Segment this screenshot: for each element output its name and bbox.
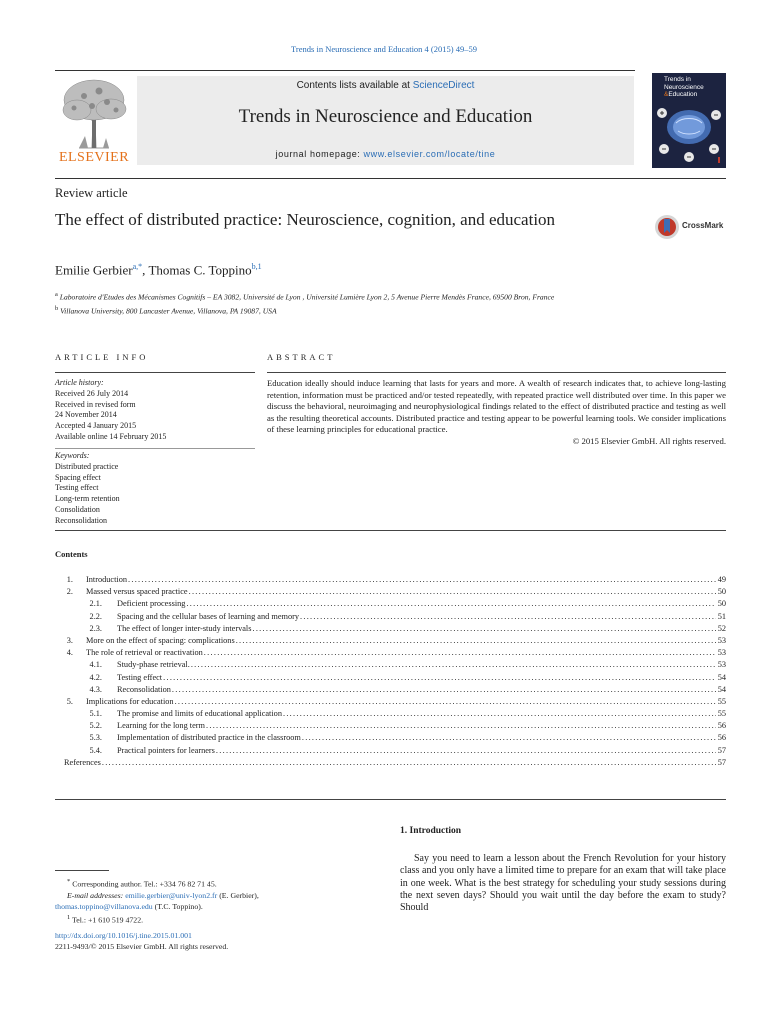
cover-title (664, 76, 704, 99)
toc-title[interactable]: Learning for the long term (117, 721, 206, 731)
intro-paragraph: Say you need to learn a lesson about the French Revolution for your history class and you only have a limited time to prepare for an exam that will take place in one week. What is the best strategy for scheduling your study sessions during the next seven days? Should you wait until the day before the exam to study? Should (400, 853, 726, 914)
tree-icon (59, 76, 129, 150)
toc-page-number: 53 (717, 635, 726, 645)
toc-page-number: 54 (717, 684, 726, 694)
author-separator: , (142, 262, 149, 278)
toc-entry[interactable] (55, 648, 726, 660)
author-affiliation-marker[interactable]: a,* (132, 262, 143, 271)
email-owner: (E. Gerbier), (217, 890, 259, 900)
toc-page-number: 56 (717, 733, 726, 743)
email-note-cont (55, 901, 375, 912)
toc-leader-dots (216, 746, 716, 755)
toc-page-number: 55 (717, 709, 726, 719)
toc-leader-dots (189, 587, 716, 596)
journal-name: Trends in Neuroscience and Education (238, 106, 533, 127)
toc-title[interactable]: Reconsolidation (117, 684, 171, 694)
toc-entry[interactable] (55, 587, 726, 599)
affiliation-text: Laboratoire d'Etudes des Mécanismes Cognitifs – EA 3082, Université de Lyon , Université Lumière Lyon 2, 5 Avenue Pierre Mendès France, 69500 Bron, France (59, 292, 555, 302)
email-label: E-mail addresses: (67, 890, 126, 900)
toc-leader-dots (252, 624, 715, 633)
keywords (55, 451, 255, 527)
footnote-marker: 1 (67, 913, 71, 921)
toc-title[interactable]: Spacing and the cellular bases of learning and memory (117, 611, 300, 621)
table-of-contents (55, 575, 726, 770)
toc-entry[interactable] (55, 673, 726, 685)
toc-page-number: 52 (717, 623, 726, 633)
toc-title[interactable]: Practical pointers for learners (117, 745, 215, 755)
doi-block (55, 930, 228, 952)
toc-number: 3. (66, 635, 73, 645)
toc-page-number: 55 (717, 696, 726, 706)
toc-entry[interactable] (55, 612, 726, 624)
contents-available-line (137, 80, 634, 91)
affiliation-marker: a (55, 291, 58, 298)
toc-number: 5. (66, 696, 73, 706)
affiliation-marker: b (55, 304, 59, 312)
toc-leader-dots (204, 648, 716, 657)
contents-divider (55, 530, 726, 531)
publisher-logo (55, 74, 133, 166)
author-list (55, 262, 262, 278)
keyword: Testing effect (55, 483, 99, 493)
toc-entry[interactable] (55, 721, 726, 733)
affiliation-b (55, 303, 655, 317)
affiliations (55, 289, 655, 316)
footnote-text: Tel.: +1 610 519 4722. (70, 915, 144, 925)
toc-leader-dots (102, 758, 716, 767)
toc-page-number: 54 (717, 672, 726, 682)
toc-leader-dots (236, 636, 716, 645)
toc-leader-dots (283, 709, 716, 718)
abstract-copyright: © 2015 Elsevier GmbH. All rights reserved. (572, 435, 726, 446)
abstract-body (267, 378, 726, 447)
toc-leader-dots (302, 733, 716, 742)
history-item: Accepted 4 January 2015 (55, 421, 137, 431)
toc-title[interactable]: The effect of longer inter-study intervals (117, 623, 252, 633)
toc-page-number: 50 (717, 587, 726, 597)
toc-number: 2.1. (89, 599, 102, 609)
toc-leader-dots (206, 721, 716, 730)
cover-line (664, 91, 704, 99)
footnote-text: Corresponding author. Tel.: +334 76 82 71 45. (70, 879, 217, 889)
affiliation-text: Villanova University, 800 Lancaster Avenue, Villanova, PA 19087, USA (60, 306, 277, 316)
author-affiliation-marker[interactable]: b,1 (251, 262, 262, 271)
toc-title[interactable]: References (64, 757, 101, 767)
issn-copyright: 2211-9493/© 2015 Elsevier GmbH. All rights reserved. (55, 942, 229, 951)
top-divider (55, 70, 635, 71)
toc-number: 4. (66, 648, 73, 658)
keyword: Consolidation (55, 504, 100, 514)
toc-title[interactable]: Study-phase retrieval. (117, 660, 190, 670)
history-item: Available online 14 February 2015 (55, 431, 167, 441)
toc-number: 5.1. (89, 709, 102, 719)
toc-entry[interactable] (55, 733, 726, 745)
article-info-divider (55, 372, 255, 373)
doi-link[interactable]: http://dx.doi.org/10.1016/j.tine.2015.01.001 (55, 931, 192, 940)
masthead (137, 76, 634, 165)
toc-number: 1. (66, 575, 73, 584)
toc-title[interactable]: Introduction (86, 575, 128, 584)
author-name: Thomas C. Toppino (148, 262, 252, 278)
toc-number: 5.3. (89, 733, 102, 743)
toc-title[interactable]: The role of retrieval or reactivation (86, 648, 203, 658)
toc-entry[interactable] (55, 709, 726, 721)
article-title: The effect of distributed practice: Neuroscience, cognition, and education (55, 210, 556, 229)
cover-line: Trends in (664, 76, 691, 83)
toc-number: 5.4. (89, 745, 102, 755)
toc-title[interactable]: More on the effect of spacing: complications (86, 635, 235, 645)
keywords-label: Keywords: (55, 451, 90, 460)
toc-page-number: 53 (717, 660, 726, 670)
toc-page-number: 56 (717, 721, 726, 731)
toc-number: 4.1. (89, 660, 102, 670)
email-owner: (T.C. Toppino). (152, 901, 203, 911)
toc-title[interactable]: The promise and limits of educational application (117, 709, 282, 719)
toc-page-number: 57 (717, 757, 726, 767)
toc-entry[interactable] (55, 636, 726, 648)
toc-leader-dots (191, 660, 716, 669)
toc-number: 4.3. (89, 684, 102, 694)
footnote-marker: * (67, 878, 71, 885)
intro-heading: 1. Introduction (400, 826, 462, 836)
toc-leader-dots (172, 685, 716, 694)
email-link[interactable]: thomas.toppino@villanova.edu (55, 901, 153, 911)
toc-page-number: 53 (717, 648, 726, 658)
history-label: Article history: (55, 378, 104, 387)
keyword: Long-term retention (55, 494, 120, 504)
abstract-divider (267, 372, 726, 373)
footnotes (55, 876, 375, 925)
journal-homepage-line (137, 149, 634, 159)
toc-leader-dots (163, 673, 716, 682)
toc-entry[interactable] (55, 575, 726, 587)
brain-icon (652, 99, 726, 168)
toc-page-number: 57 (717, 745, 726, 755)
homepage-label: journal homepage: (275, 149, 364, 159)
toc-entry[interactable] (55, 599, 726, 611)
keyword: Distributed practice (55, 461, 119, 471)
telephone-note (55, 912, 375, 926)
toc-title[interactable]: Massed versus spaced practice (86, 587, 188, 597)
email-link[interactable]: emilie.gerbier@univ-lyon2.fr (125, 890, 218, 900)
sciencedirect-link[interactable]: ScienceDirect (412, 80, 475, 91)
history-item: Received 26 July 2014 (55, 388, 129, 398)
toc-entry[interactable] (55, 685, 726, 697)
footnote-divider (55, 870, 109, 871)
crossmark-badge[interactable] (654, 211, 730, 243)
article-info-heading: ARTICLE INFO (55, 352, 149, 362)
article-type: Review article (55, 186, 128, 200)
contents-title: Contents (55, 549, 88, 559)
toc-entry[interactable] (55, 746, 726, 758)
author-name: Emilie Gerbier (55, 262, 133, 278)
cover-line-3: Education (668, 91, 698, 98)
abstract-heading: ABSTRACT (267, 352, 336, 362)
toc-page-number: 49 (717, 575, 726, 584)
history-item: 24 November 2014 (55, 410, 117, 420)
toc-entry[interactable] (55, 624, 726, 636)
affiliation-a (55, 289, 655, 303)
email-note (55, 890, 375, 901)
abstract-paragraph: Education ideally should induce learning that lasts for years and more. A wealth of research indicates that, to achieve long-lasting retention, information must be practiced and/or tested repeatedly, with repeated practice well distributed over time. In this paper we discuss the behavioral, neuroimaging and neurophysiological findings related to the effect of distributed practice and testing as well as the resulting theoretical accounts. Distributed practice and testing appear to be powerful learning tools. We consider implications of these learning principles for educational practice. (267, 378, 726, 434)
history-item: Received in revised form (55, 399, 136, 409)
toc-title[interactable]: Implementation of distributed practice in the classroom (117, 733, 301, 743)
contents-prefix: Contents lists available at (296, 80, 413, 91)
toc-number: 4.2. (89, 672, 102, 682)
toc-entry[interactable] (55, 697, 726, 709)
toc-title[interactable]: Testing effect (117, 672, 163, 682)
toc-title[interactable]: Deficient processing (117, 599, 186, 609)
elsevier-wordmark: ELSEVIER (58, 150, 130, 165)
toc-number: 5.2. (89, 721, 102, 731)
toc-entry[interactable] (55, 758, 726, 770)
toc-leader-dots (300, 612, 716, 621)
toc-page-number: 51 (717, 611, 726, 621)
cover-line: Neuroscience (664, 83, 704, 91)
toc-leader-dots (186, 599, 715, 608)
toc-entry[interactable] (55, 660, 726, 672)
keywords-divider (55, 448, 255, 449)
toc-number: 2.2. (89, 611, 102, 621)
keyword: Reconsolidation (55, 515, 107, 525)
homepage-link[interactable]: www.elsevier.com/locate/tine (363, 149, 496, 159)
crossmark-label: CrossMark (682, 221, 724, 230)
toc-number: 2. (66, 587, 73, 597)
toc-number: 2.3. (89, 623, 102, 633)
toc-title[interactable]: Implications for education (86, 696, 174, 706)
article-history (55, 378, 255, 443)
corresponding-author-note (55, 876, 375, 890)
toc-leader-dots (128, 575, 716, 584)
contents-end-divider (55, 799, 726, 800)
cover-ampersand: & (664, 91, 669, 98)
masthead-divider (55, 178, 726, 179)
toc-page-number: 50 (717, 599, 726, 609)
toc-leader-dots (175, 697, 716, 706)
journal-cover (652, 73, 726, 168)
journal-reference[interactable]: Trends in Neuroscience and Education 4 (2015) 49–59 (291, 44, 477, 54)
keyword: Spacing effect (55, 472, 101, 482)
